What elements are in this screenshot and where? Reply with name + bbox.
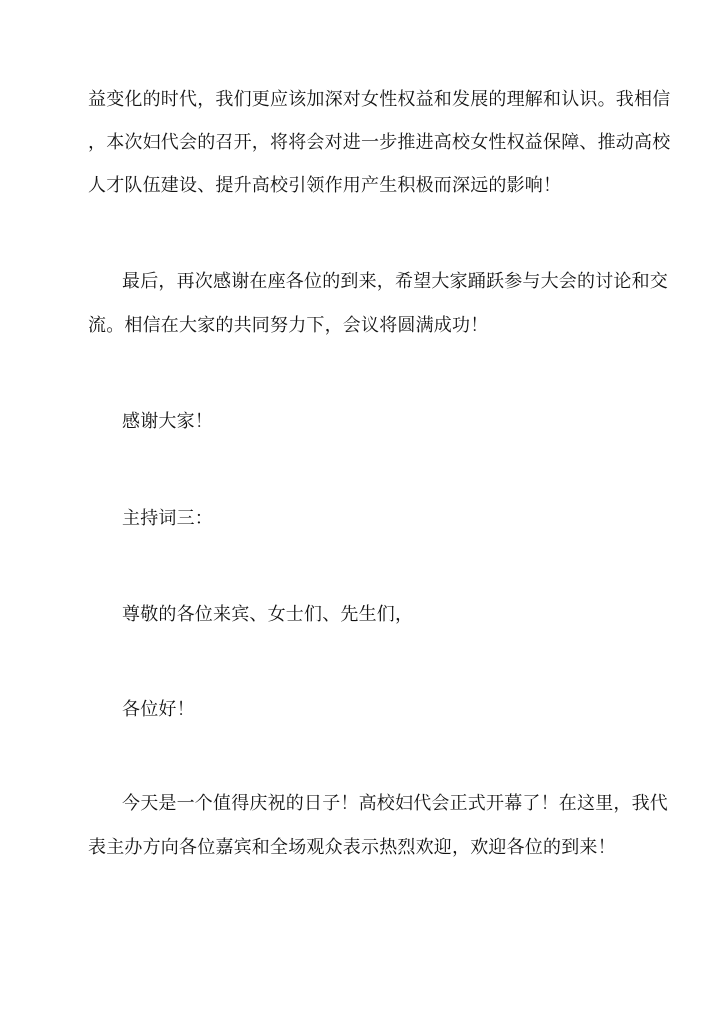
paragraph-1-line-1: 益变化的时代，我们更应该加深对女性权益和发展的理解和认识。我相信 — [88, 89, 671, 110]
paragraph-1-line-2: ，本次妇代会的召开，将将会对进一步推进高校女性权益保障、推动高校 — [88, 132, 671, 153]
paragraph-2-line-1: 最后，再次感谢在座各位的到来，希望大家踊跃参与大会的讨论和交 — [122, 271, 668, 292]
paragraph-5-greeting: 尊敬的各位来宾、女士们、先生们， — [122, 604, 414, 625]
paragraph-3: 感谢大家！ — [122, 411, 213, 432]
paragraph-2-line-2: 流。相信在大家的共同努力下，会议将圆满成功！ — [88, 315, 489, 336]
paragraph-1-line-3: 人才队伍建设、提升高校引领作用产生积极而深远的影响！ — [88, 175, 562, 196]
paragraph-7-line-1: 今天是一个值得庆祝的日子！高校妇代会正式开幕了！在这里，我代 — [122, 793, 668, 814]
paragraph-6-greeting: 各位好！ — [122, 699, 195, 720]
paragraph-4-heading: 主持词三： — [122, 508, 213, 529]
paragraph-7-line-2: 表主办方向各位嘉宾和全场观众表示热烈欢迎，欢迎各位的到来！ — [88, 837, 616, 858]
